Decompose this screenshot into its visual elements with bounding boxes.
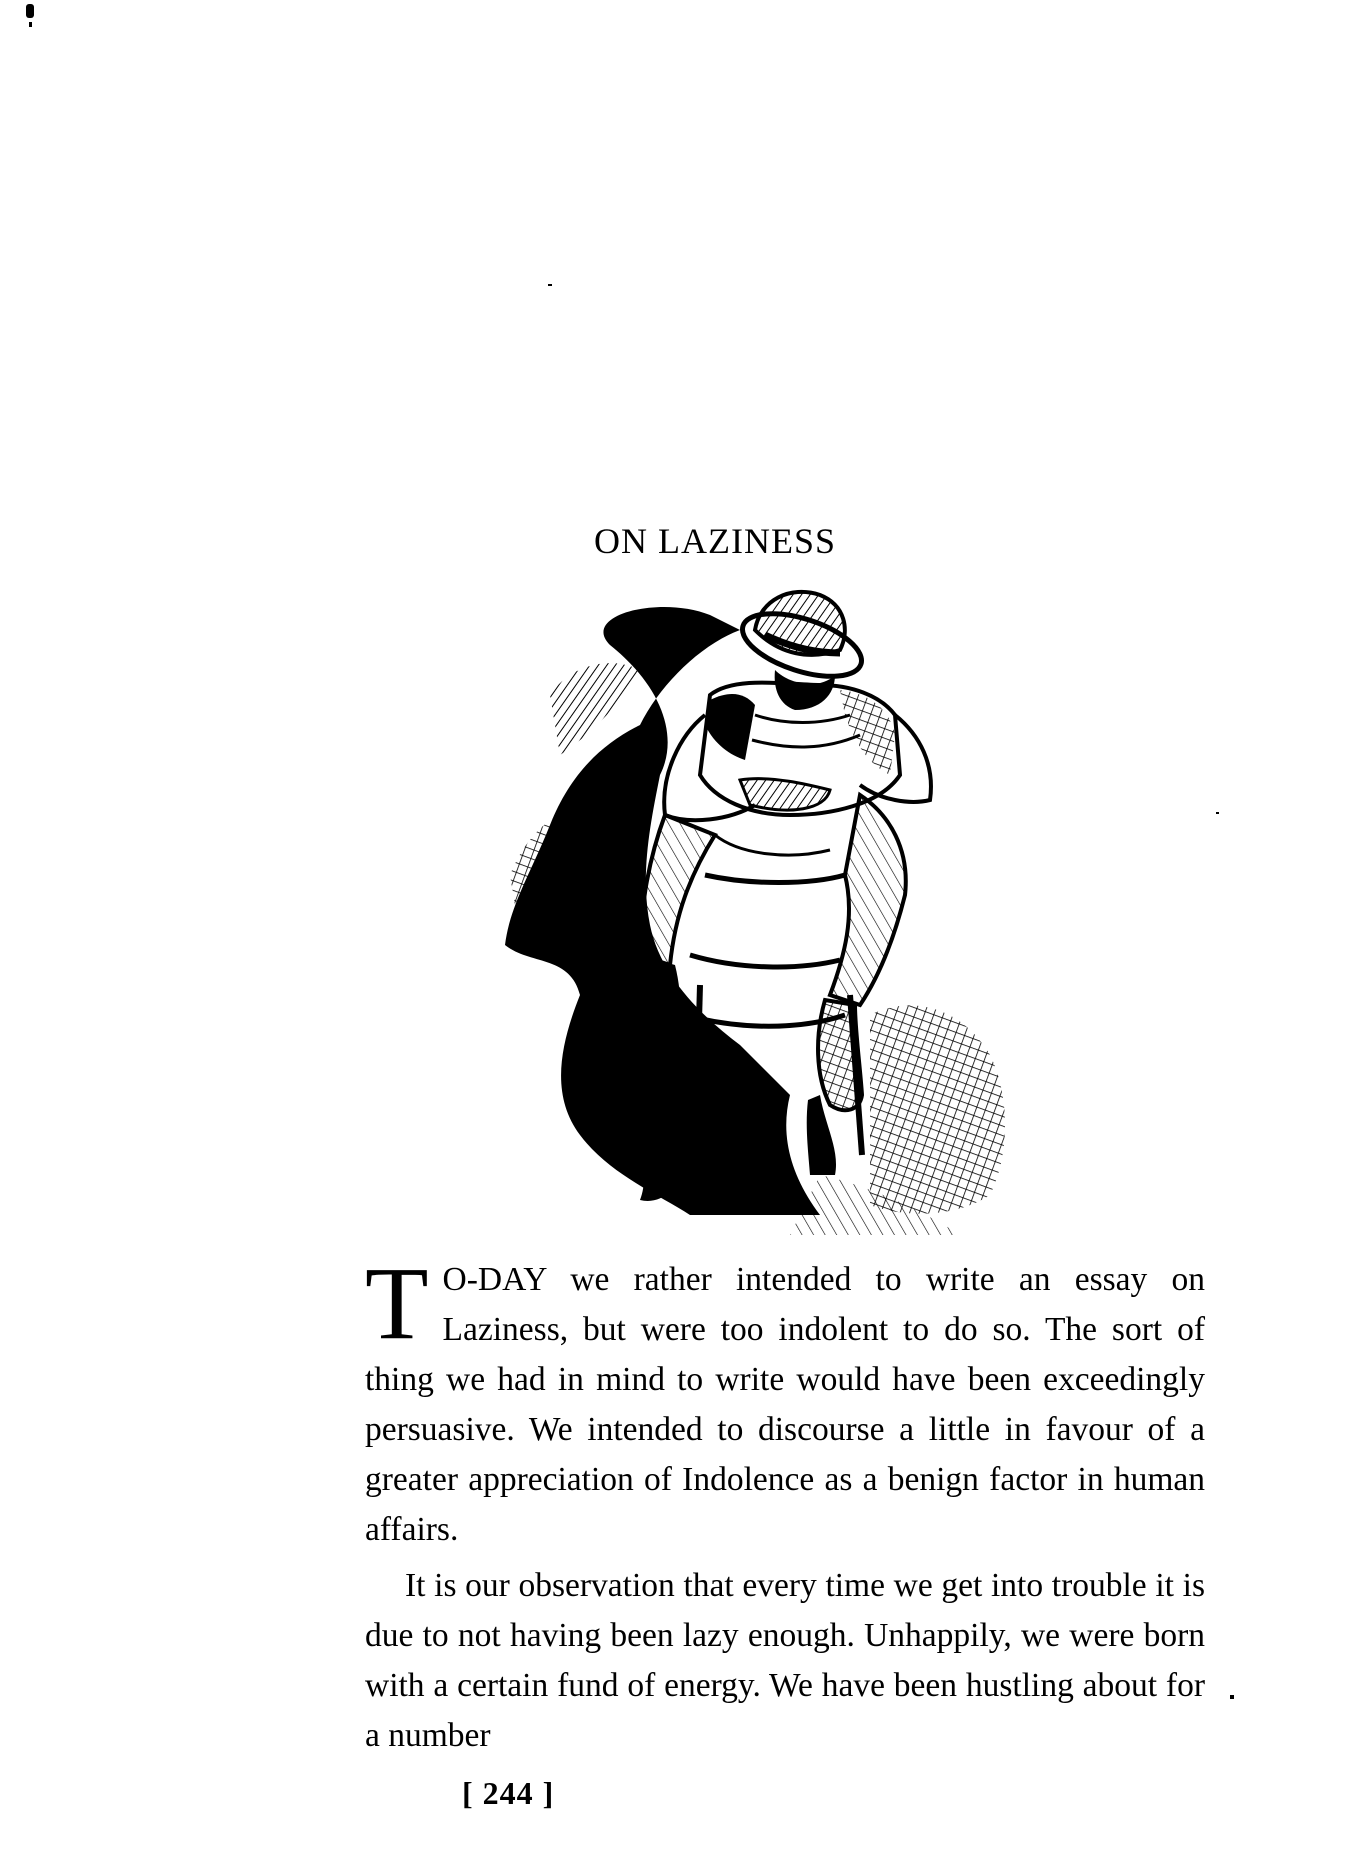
print-speck bbox=[1230, 1695, 1234, 1699]
print-speck bbox=[548, 284, 552, 286]
print-speck bbox=[26, 4, 34, 18]
lounging-man-illustration bbox=[490, 575, 1065, 1235]
print-speck bbox=[1216, 812, 1219, 814]
print-speck bbox=[29, 22, 32, 27]
drop-cap: T bbox=[365, 1246, 429, 1361]
paragraph-1 bbox=[365, 1246, 1205, 1555]
page-number: [ 244 ] bbox=[462, 1775, 555, 1811]
page-title: ON LAZINESS bbox=[594, 521, 836, 561]
paragraph-1-text: O-DAY we rather intended to write an essay on Laziness, but were too indolent to do so. The sort of thing we had in mind to write would have been exceedingly persuasive. We intended to discourse a little in favour of a greater appreciation of Indolence as a benign factor in human affairs. bbox=[365, 1261, 1205, 1548]
paragraph-2: It is our observation that every time we get into trouble it is due to not having been lazy enough. Unhappily, we were born with a certain fund of energy. We have been hustling about for a number bbox=[365, 1567, 1205, 1754]
essay-body bbox=[365, 1246, 1205, 1761]
